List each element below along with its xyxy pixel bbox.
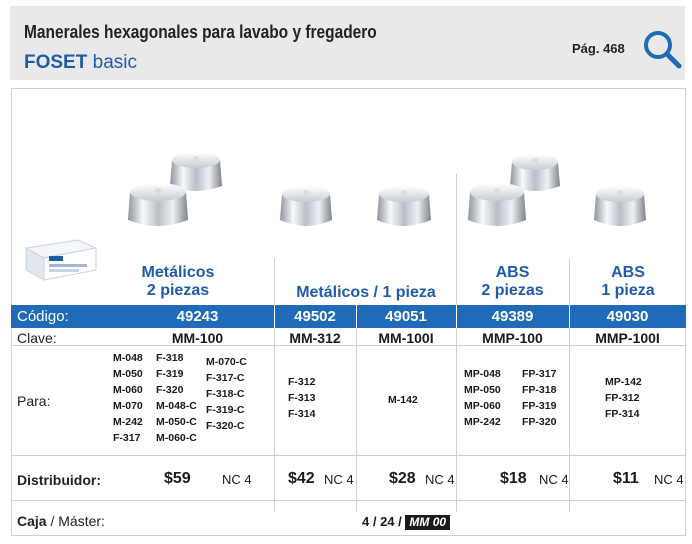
brand-name-light: basic	[92, 52, 137, 73]
para-item: M-050-C	[156, 416, 197, 428]
para-item: F-318	[156, 352, 184, 364]
para-item: F-317	[113, 432, 141, 444]
brand-logo	[24, 52, 137, 74]
group-title-line: 1 pieza	[601, 282, 655, 299]
para-item: FP-317	[522, 368, 557, 380]
group-title-abs-2	[456, 264, 569, 300]
para-list	[388, 392, 418, 408]
para-list	[288, 374, 315, 422]
caja-label-rest: / Máster:	[50, 513, 105, 529]
para-list	[522, 366, 556, 430]
para-item: MP-050	[464, 384, 501, 396]
knob-image	[464, 176, 530, 232]
nc-label: NC 4	[425, 472, 455, 487]
codigo-value: 49502	[294, 308, 336, 325]
nc-label: NC 4	[539, 472, 569, 487]
para-item: M-142	[388, 394, 418, 406]
para-item: FP-314	[605, 408, 640, 420]
caja-label	[17, 513, 105, 529]
codigo-value: 49243	[176, 308, 219, 325]
para-item: M-070	[113, 400, 143, 412]
clave-value: MM-312	[289, 330, 341, 346]
clave-value: MMP-100I	[595, 330, 660, 346]
group-title-line: Metálicos	[141, 264, 215, 281]
para-item: M-242	[113, 416, 143, 428]
search-icon[interactable]	[641, 28, 683, 70]
knob-image	[590, 180, 650, 232]
group-title-line: 2 piezas	[146, 282, 210, 299]
para-list	[156, 350, 197, 446]
nc-label: NC 4	[654, 472, 684, 487]
codigo-value: 49051	[385, 308, 427, 325]
para-item: M-048	[113, 352, 143, 364]
nc-label: NC 4	[222, 472, 252, 487]
para-list	[206, 354, 247, 434]
divider	[11, 455, 686, 456]
para-item: M-050	[113, 368, 143, 380]
para-item: FP-318	[522, 384, 557, 396]
group-title-line: ABS	[611, 264, 645, 281]
knob-image	[276, 180, 336, 232]
master-tag: MM 00	[405, 515, 450, 530]
price: $42	[288, 470, 315, 487]
knob-image	[373, 180, 435, 232]
divider	[274, 258, 275, 512]
para-item: M-060-C	[156, 432, 197, 444]
para-item: MP-142	[605, 376, 642, 388]
para-item: F-318-C	[206, 388, 245, 400]
para-item: F-314	[288, 408, 316, 420]
clave-value: MM-100	[171, 330, 224, 346]
para-item: MP-242	[464, 416, 501, 428]
price: $11	[613, 470, 639, 487]
para-item: FP-320	[522, 416, 557, 428]
foset-box-image	[22, 236, 100, 282]
clave-value: MMP-100	[482, 330, 543, 346]
price: $28	[389, 470, 416, 487]
clave-value: MM-100I	[378, 330, 434, 346]
codigo-value: 49389	[491, 308, 534, 325]
page-title: Manerales hexagonales para lavabo y fregadero	[24, 22, 377, 42]
nc-label: NC 4	[324, 472, 354, 487]
para-label: Para:	[17, 393, 51, 409]
page-number: Pág. 468	[572, 41, 625, 56]
group-title-metal-2	[120, 264, 236, 300]
caja-value	[362, 514, 450, 530]
clave-label: Clave:	[17, 330, 57, 346]
para-list	[113, 350, 143, 446]
knob-image	[124, 176, 192, 232]
para-item: M-070-C	[206, 356, 247, 368]
para-item: F-317-C	[206, 372, 245, 384]
group-title-line: 2 piezas	[481, 282, 544, 299]
para-item: F-319	[156, 368, 184, 380]
para-item: F-320	[156, 384, 184, 396]
brand-name-bold: FOSET	[24, 52, 88, 73]
page-header	[10, 6, 685, 80]
para-item: FP-319	[522, 400, 557, 412]
divider	[11, 500, 686, 501]
codigo-label: Código:	[17, 308, 69, 325]
para-item: MP-048	[464, 368, 501, 380]
caja-label-bold: Caja	[17, 513, 47, 529]
para-item: M-048-C	[156, 400, 197, 412]
codigo-row	[11, 305, 686, 328]
para-item: MP-060	[464, 400, 501, 412]
para-item: F-313	[288, 392, 316, 404]
para-list	[464, 366, 501, 430]
group-title-metal-1	[276, 284, 456, 302]
para-item: F-312	[288, 376, 316, 388]
para-item: F-320-C	[206, 420, 245, 432]
price: $59	[164, 470, 191, 487]
divider	[356, 328, 357, 512]
distribuidor-label: Distribuidor:	[17, 472, 101, 488]
codigo-value: 49030	[606, 308, 649, 325]
group-title-abs-1	[570, 264, 686, 300]
price: $18	[500, 470, 527, 487]
para-item: M-060	[113, 384, 143, 396]
caja-text: 4 / 24 /	[362, 514, 402, 529]
para-list	[605, 374, 642, 422]
group-title-line: ABS	[495, 264, 530, 281]
para-item: FP-312	[605, 392, 640, 404]
group-title-line: Metálicos / 1 pieza	[296, 284, 436, 301]
para-item: F-319-C	[206, 404, 245, 416]
